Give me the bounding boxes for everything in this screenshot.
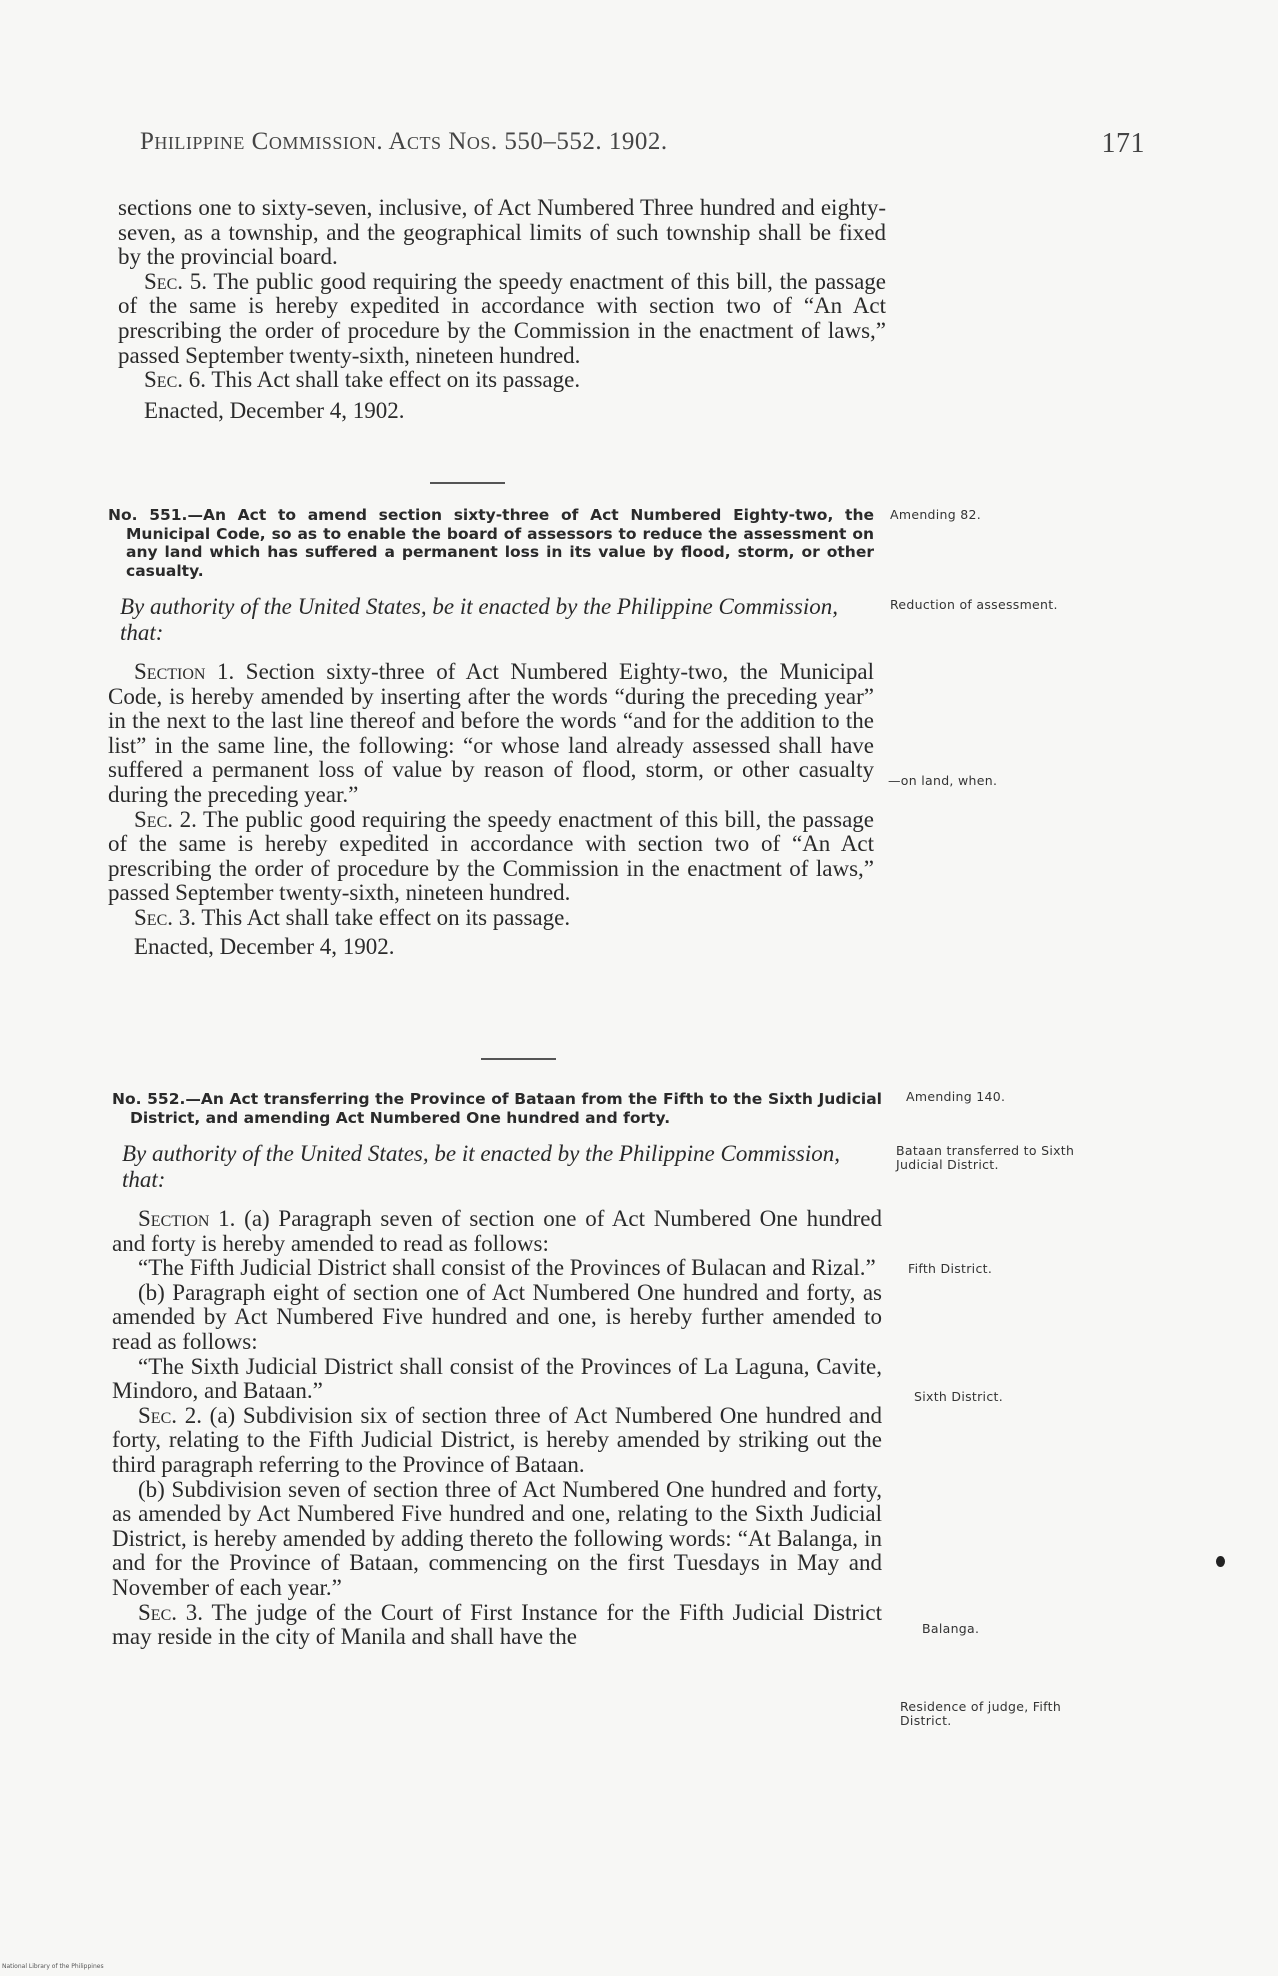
act-552-sec2b: (b) Subdivision seven of section three of Act Numbered One hundred and forty, as amended by Act Numbered Five hundred and one, relating to the Sixth Judicial District, is hereby amended by adding thereto the following words: “At Balanga, in and for the Province of Bataan, commencing on the first Tuesdays in May and November of each year.” <box>112 1476 882 1600</box>
act-552-title: No. 552.—An Act transferring the Province of Bataan from the Fifth to the Sixth Judicial District, and amending Act Numbered One hundred and forty. <box>112 1090 882 1127</box>
act-550-tail <box>118 196 886 423</box>
margin-note-residence: Residence of judge, Fifth District. <box>900 1699 1062 1728</box>
act-551-sec1 <box>108 660 874 808</box>
section-text: The public good requiring the speedy enactment of this bill, the passage of the same is hereby expedited in accordance with section two of “An Act prescribing the order of procedure by the Commission in the enactment of laws,” passed September twenty-sixth, nineteen hundred. <box>108 806 874 906</box>
act-551-sec2 <box>108 808 874 906</box>
scan-speck <box>1216 1556 1225 1567</box>
margin-note-on-land: —on land, when. <box>888 773 998 788</box>
margin-note-balanga: Balanga. <box>922 1621 980 1636</box>
act-551 <box>108 506 874 959</box>
margin-note-amending-140: Amending 140. <box>906 1089 1006 1104</box>
footer-note: National Library of the Philippines <box>2 1963 104 1970</box>
margin-note-reduction: Reduction of assessment. <box>890 597 1058 612</box>
act-551-enacted: Enacted, December 4, 1902. <box>134 933 395 959</box>
section-label: Section 1. <box>138 1206 236 1231</box>
act-552-sec1b: (b) Paragraph eight of section one of Act Numbered One hundred and forty, as amended by Act Numbered Five hundred and one, is hereby further amended to read as follows: <box>112 1279 882 1354</box>
act-550-enacted: Enacted, December 4, 1902. <box>144 397 405 423</box>
section-text: This Act shall take effect on its passage. <box>206 367 581 393</box>
running-title: Philippine Commission. Acts Nos. 550–552. 1902. <box>140 128 668 155</box>
margin-note-bataan-transferred: Bataan transferred to Sixth Judicial District. <box>896 1143 1075 1172</box>
act-551-enacting-clause: By authority of the United States, be it enacted by the Philippine Commission, that: <box>120 594 838 645</box>
margin-note-amending-82: Amending 82. <box>890 507 982 522</box>
section-text: (a) Paragraph seven of section one of Act Numbered One hundred and forty is hereby amended to read as follows: <box>112 1206 882 1256</box>
section-text: (a) Subdivision six of section three of Act Numbered One hundred and forty, relating to the Fifth Judicial District, is hereby amended by striking out the third paragraph referring to the Province of Bataan. <box>112 1402 882 1477</box>
section-label: Sec. 3. <box>138 1599 204 1625</box>
act-552 <box>112 1090 882 1650</box>
margin-note-fifth-district: Fifth District. <box>908 1261 993 1276</box>
act-552-sec2a <box>112 1404 882 1478</box>
act-551-sec3 <box>108 906 874 931</box>
act-552-enacting-clause: By authority of the United States, be it enacted by the Philippine Commission, that: <box>122 1141 840 1192</box>
page-number: 171 <box>1101 128 1145 159</box>
separator-rule <box>430 482 505 484</box>
section-text: Section sixty-three of Act Numbered Eighty-two, the Municipal Code, is hereby amended by inserting after the words “during the preceding year” in the next to the last line thereof and before the words “and for the addition to the list” in the same line, the following: “or whose land already assessed shall have suffered a permanent loss of value by reason of flood, storm, or other casualty during the preceding year.” <box>108 659 874 807</box>
section-text: This Act shall take effect on its passage. <box>196 904 571 930</box>
act-552-quote-fifth: “The Fifth Judicial District shall consist of the Provinces of Bulacan and Rizal.” <box>138 1255 876 1281</box>
separator-rule <box>481 1058 556 1060</box>
act-550-sec5 <box>118 270 886 368</box>
section-label: Sec. 6. <box>144 367 206 393</box>
section-text: The public good requiring the speedy enactment of this bill, the passage of the same is hereby expedited in accordance with section two of “An Act prescribing the order of procedure by the Commission in the enactment of laws,” passed September twenty-sixth, nineteen hundred. <box>118 268 886 368</box>
act-552-body <box>112 1207 882 1650</box>
act-552-sec1a <box>112 1207 882 1256</box>
section-label: Sec. 3. <box>134 904 196 930</box>
act-550-sec6 <box>118 368 886 393</box>
act-551-body <box>108 660 874 959</box>
section-label: Sec. 2. <box>138 1402 202 1428</box>
section-label: Sec. 2. <box>134 806 197 832</box>
act-551-title: No. 551.—An Act to amend section sixty-three of Act Numbered Eighty-two, the Municipal Code, so as to enable the board of assessors to reduce the assessment on any land which has suffered a permanent loss in its value by flood, storm, or other casualty. <box>108 506 874 580</box>
margin-note-sixth-district: Sixth District. <box>914 1389 1003 1404</box>
section-label: Section 1. <box>134 659 235 684</box>
act-550-paragraph: sections one to sixty-seven, inclusive, of Act Numbered Three hundred and eighty-seven, as a township, and the geographical limits of such township shall be fixed by the provincial board. <box>118 195 886 270</box>
act-552-sec3 <box>112 1601 882 1650</box>
act-552-quote-sixth: “The Sixth Judicial District shall consist of the Provinces of La Laguna, Cavite, Mindoro, and Bataan.” <box>112 1353 882 1404</box>
section-text: The judge of the Court of First Instance for the Fifth Judicial District may reside in the city of Manila and shall have the <box>112 1599 882 1650</box>
section-label: Sec. 5. <box>144 268 207 294</box>
running-header <box>140 128 1145 168</box>
